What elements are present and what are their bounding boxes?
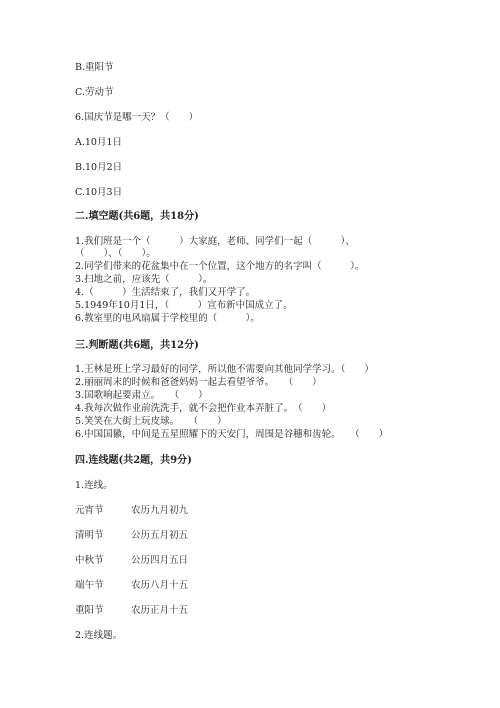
question-6-option-b: B.10月2日 <box>75 162 123 173</box>
match-row <box>75 580 188 592</box>
fill-line-7: 6.教室里的电风扇属于学校里的（ ）。 <box>75 313 260 324</box>
option-b-prev: B.重阳节 <box>75 62 114 73</box>
match-left-item: 中秋节 <box>75 555 104 566</box>
question-6-option-c: C.10月3日 <box>75 187 123 198</box>
match-row <box>75 555 188 567</box>
match-left-item: 重阳节 <box>75 605 104 616</box>
match-row <box>75 605 188 617</box>
fill-line-3: 2.同学们带来的花盆集中在一个位置，这个地方的名字叫（ ）。 <box>75 261 365 272</box>
match-left-item: 元宵节 <box>75 505 104 516</box>
fill-line-6: 5.1949年10月1日，（ ）宣布新中国成立了。 <box>75 300 293 311</box>
judge-line-2: 2.丽丽周末的时候和爸爸妈妈一起去看望爷爷。 （ ） <box>75 377 322 388</box>
match-left-item: 清明节 <box>75 530 104 541</box>
match-section-heading: 四.连线题(共2题，共9分) <box>75 455 192 466</box>
fill-line-2: （ ）、（ ）。 <box>75 248 156 259</box>
fill-section-heading: 二.填空题(共6题，共18分) <box>75 211 199 222</box>
question-6-option-a: A.10月1日 <box>75 137 123 148</box>
match-row <box>75 505 188 517</box>
judge-line-3: 3.国歌响起要肃立。 （ ） <box>75 390 208 401</box>
judge-line-4: 4.我每次做作业前洗洗手，就不会把作业本弄脏了。 （ ） <box>75 403 332 414</box>
fill-line-4: 3.扫地之前，应该先（ ）。 <box>75 274 213 285</box>
fill-line-1: 1.我们班是一个（ ）大家庭，老师、同学们一起（ ）、 <box>75 236 355 247</box>
match-right-item: 农历九月初九 <box>131 505 189 516</box>
match-left-item: 端午节 <box>75 580 104 591</box>
match-question-1: 1.连线。 <box>75 480 113 491</box>
judge-section-heading: 三.判断题(共6题，共12分) <box>75 340 199 351</box>
judge-line-6: 6.中国国徽，中间是五星照耀下的天安门，周围是谷穗和齿轮。 （ ） <box>75 429 389 440</box>
match-row <box>75 530 188 542</box>
match-right-item: 公历四月五日 <box>131 555 189 566</box>
judge-line-1: 1.王林是班上学习最好的同学，所以他不需要向其他同学学习。（ ） <box>75 364 374 375</box>
match-right-item: 农历八月十五 <box>131 580 189 591</box>
question-6: 6.国庆节是哪一天？（ ） <box>75 112 199 123</box>
option-c-prev: C.劳动节 <box>75 87 114 98</box>
match-right-item: 公历五月初五 <box>131 530 189 541</box>
judge-line-5: 5.笑笑在大街上玩皮球。 （ ） <box>75 416 227 427</box>
match-question-2: 2.连线题。 <box>75 630 123 641</box>
match-right-item: 农历正月十五 <box>131 605 189 616</box>
fill-line-5: 4.（ ）生活结束了，我们又开学了。 <box>75 287 256 298</box>
